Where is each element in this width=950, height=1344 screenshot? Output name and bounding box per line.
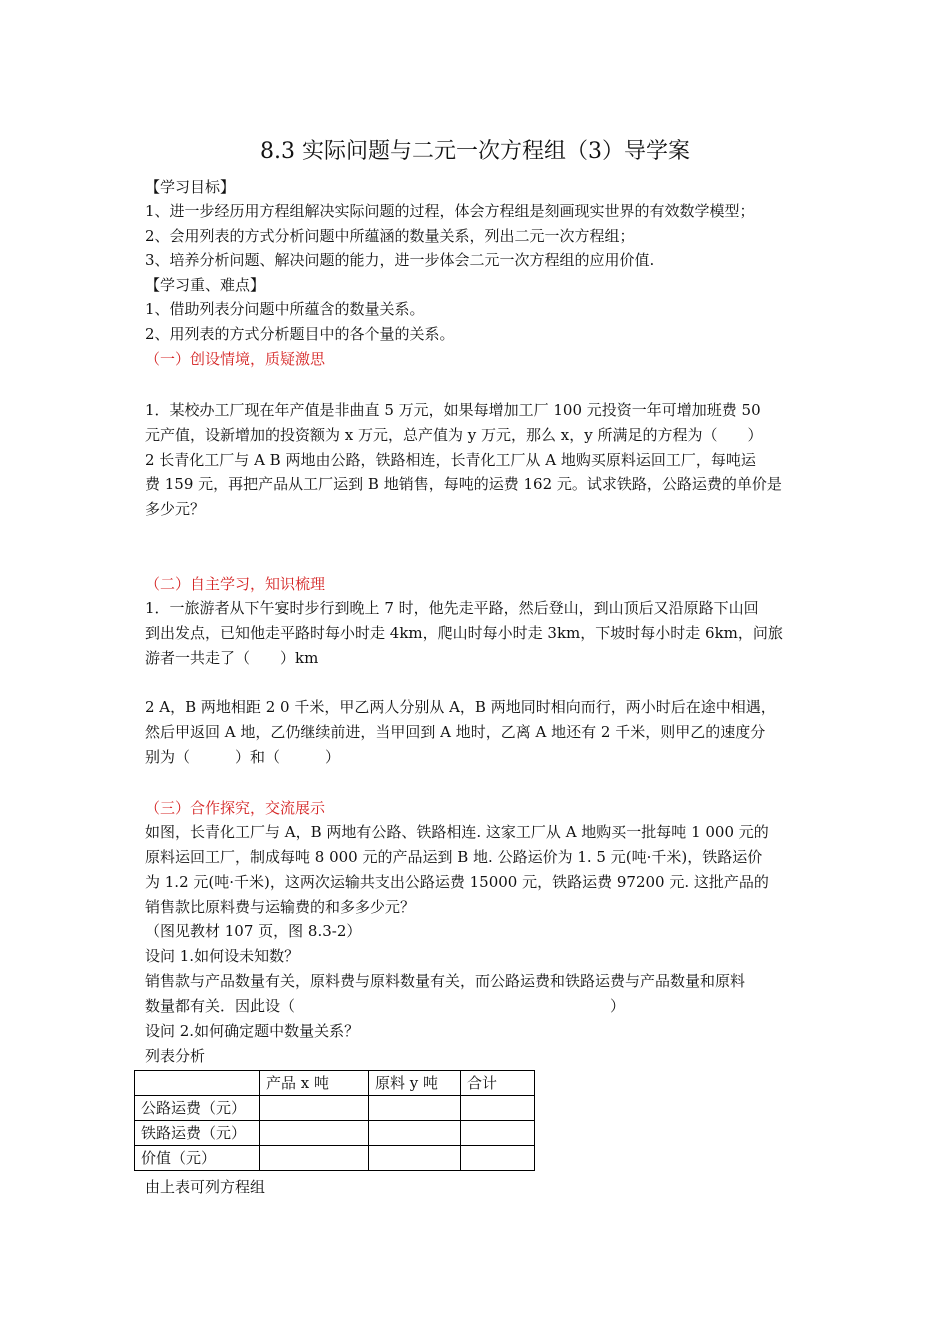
section1-heading: （一）创设情境，质疑激思: [145, 350, 326, 368]
keypoint-item: 2、用列表的方式分析题目中的各个量的关系。: [145, 325, 455, 343]
table-row: [135, 1096, 535, 1121]
section2-line: 2 A，B 两地相距 2 0 千米，甲乙两人分别从 A，B 两地同时相向而行，两小时后在途中相遇，: [145, 698, 776, 716]
table-header-cell: [135, 1071, 260, 1096]
section2-line: 别为（ ）和（ ）: [145, 748, 341, 766]
section2-line: 游者一共走了（ ）km: [145, 649, 319, 667]
section1-line: 多少元？: [145, 500, 206, 518]
analysis-table: [134, 1070, 535, 1171]
section3-line: 数量都有关．因此设（ ）: [145, 997, 626, 1015]
table-cell: [369, 1146, 461, 1171]
table-row: [135, 1146, 535, 1171]
section1-line: 1．某校办工厂现在年产值是非曲直 5 万元，如果每增加工厂 100 元投资一年可增加班费 50: [145, 401, 761, 419]
section3-line: 销售款比原料费与运输费的和多多少元？: [145, 898, 416, 916]
section3-line: 设问 1.如何设未知数？: [145, 947, 300, 965]
table-cell: [260, 1121, 369, 1146]
keypoint-item: 1、借助列表分问题中所蕴含的数量关系。: [145, 300, 425, 318]
section2-heading: （二）自主学习，知识梳理: [145, 575, 326, 593]
table-cell: [461, 1146, 535, 1171]
section3-line: 如图，长青化工厂与 A，B 两地有公路、铁路相连. 这家工厂从 A 地购买一批每吨 1 000 元的: [145, 823, 769, 841]
table-cell: 价值（元）: [135, 1146, 260, 1171]
section3-heading: （三）合作探究，交流展示: [145, 799, 326, 817]
section2-line: 然后甲返回 A 地，乙仍继续前进，当甲回到 A 地时，乙离 A 地还有 2 千米，则甲乙的速度分: [145, 723, 766, 741]
objective-item: 2、会用列表的方式分析问题中所蕴涵的数量关系，列出二元一次方程组；: [145, 227, 635, 245]
section1-line: 元产值，设新增加的投资额为 x 万元，总产值为 y 万元，那么 x，y 所满足的方程为（ ）: [145, 426, 763, 444]
table-row: [135, 1121, 535, 1146]
table-cell: [461, 1121, 535, 1146]
section3-line: 销售款与产品数量有关，原料费与原料数量有关，而公路运费和铁路运费与产品数量和原料: [145, 972, 746, 990]
table-cell: [461, 1096, 535, 1121]
table-cell: 公路运费（元）: [135, 1096, 260, 1121]
section2-line: 到出发点，已知他走平路时每小时走 4km，爬山时每小时走 3km，下坡时每小时走 6km，问旅: [145, 624, 783, 642]
table-cell: 铁路运费（元）: [135, 1121, 260, 1146]
table-header-cell: 产品 x 吨: [260, 1071, 369, 1096]
objective-item: 3、培养分析问题、解决问题的能力，进一步体会二元一次方程组的应用价值.: [145, 251, 655, 269]
section3-line: （图见教材 107 页，图 8.3-2）: [145, 922, 362, 940]
table-cell: [260, 1096, 369, 1121]
section3-line: 列表分析: [145, 1047, 206, 1065]
objective-item: 1、进一步经历用方程组解决实际问题的过程，体会方程组是刻画现实世界的有效数学模型；: [145, 202, 755, 220]
table-header-row: [135, 1071, 535, 1096]
table-cell: [369, 1096, 461, 1121]
table-cell: [260, 1146, 369, 1171]
section3-line: 为 1.2 元(吨·千米)，这两次运输共支出公路运费 15000 元，铁路运费 97200 元. 这批产品的: [145, 873, 769, 891]
page-title: 8.3 实际问题与二元一次方程组（3）导学案: [260, 139, 690, 164]
keypoints-heading: 【学习重、难点】: [145, 276, 266, 294]
section2-line: 1．一旅游者从下午宴时步行到晚上 7 时，他先走平路，然后登山，到山顶后又沿原路下山回: [145, 599, 759, 617]
table-cell: [369, 1121, 461, 1146]
table-header-cell: 合计: [461, 1071, 535, 1096]
section1-line: 费 159 元，再把产品从工厂运到 B 地销售，每吨的运费 162 元。试求铁路，公路运费的单价是: [145, 475, 782, 493]
section3-line: 原料运回工厂，制成每吨 8 000 元的产品运到 B 地. 公路运价为 1. 5 元(吨·千米)，铁路运价: [145, 848, 763, 866]
section3-line: 设问 2.如何确定题中数量关系？: [145, 1022, 360, 1040]
table-header-cell: 原料 y 吨: [369, 1071, 461, 1096]
footer-text: 由上表可列方程组: [145, 1178, 266, 1196]
objectives-heading: 【学习目标】: [145, 178, 236, 196]
section1-line: 2 长青化工厂与 A B 两地由公路，铁路相连，长青化工厂从 A 地购买原料运回工厂，每吨运: [145, 451, 756, 469]
